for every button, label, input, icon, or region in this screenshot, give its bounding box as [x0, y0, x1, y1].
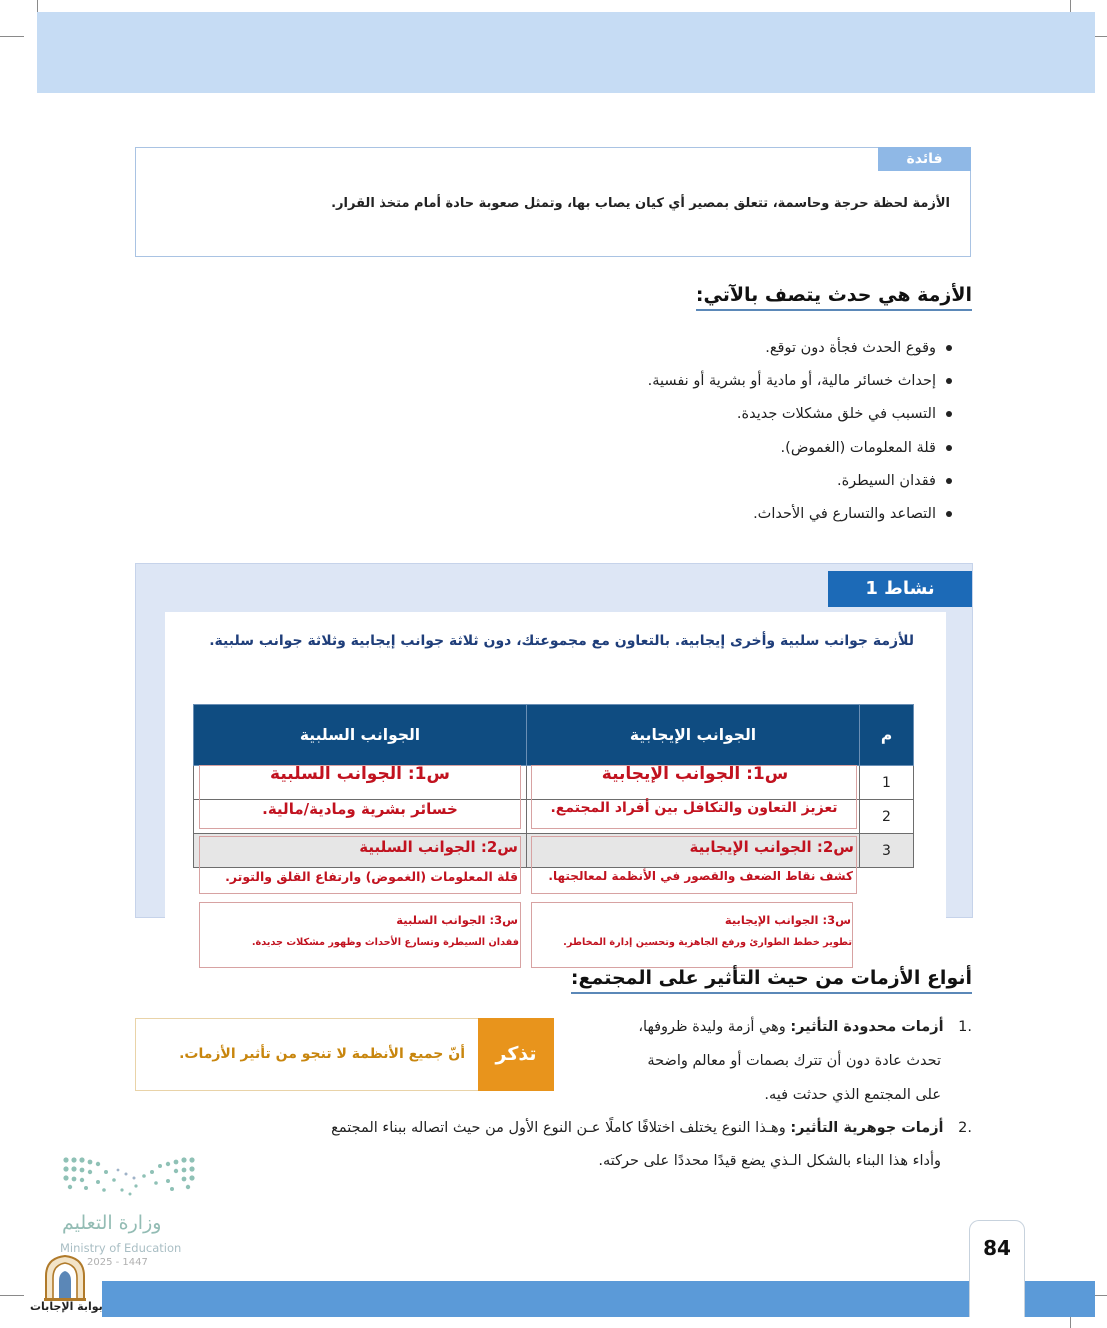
portal-label: بوابة الإجابات — [30, 1300, 103, 1313]
edition-year: 2025 - 1447 — [87, 1257, 148, 1268]
fact-label: فائدة — [878, 147, 971, 171]
answer-q3-negative-label: س3: الجوانب السلبية — [396, 913, 518, 927]
type1-title: أزمات محدودة التأثير: — [790, 1019, 944, 1035]
answer-q3-negative: فقدان السيطرة وتسارع الأحداث وظهور مشكلات جديدة. — [251, 937, 519, 948]
remember-box — [135, 1018, 554, 1091]
type2-title: أزمات جوهرية التأثير: — [790, 1120, 944, 1136]
bullet-icon — [946, 511, 952, 517]
ministry-name-english: Ministry of Education — [60, 1241, 182, 1255]
remember-text: أنّ جميع الأنظمة لا تنجو من تأثير الأزمات. — [179, 1046, 465, 1062]
activity-instruction: للأزمة جوانب سلبية وأخرى إيجابية. بالتعاون مع مجموعتك، دون ثلاثة جوانب إيجابية وثلاثة جوانب سلبية. — [209, 633, 914, 649]
bullet-icon — [946, 478, 952, 484]
type1-line1 — [638, 1019, 972, 1035]
fact-box — [135, 147, 971, 257]
row-number: 3 — [860, 834, 914, 868]
row-number: 2 — [860, 800, 914, 834]
list-item: التصاعد والتسارع في الأحداث. — [648, 502, 952, 535]
portal-logo-icon — [42, 1254, 88, 1302]
list-item: التسبب في خلق مشكلات جديدة. — [648, 402, 952, 435]
list-item: وقوع الحدث فجأة دون توقع. — [648, 336, 952, 369]
answer-q2-positive: كشف نقاط الضعف والقصور في الأنظمة لمعالجتها. — [548, 869, 853, 883]
crop-mark — [0, 36, 24, 37]
crisis-heading: الأزمة هي حدث يتصف بالآتي: — [696, 284, 972, 311]
bullet-icon — [946, 378, 952, 384]
list-item: قلة المعلومات (الغموض). — [648, 436, 952, 469]
page-number: 84 — [983, 1236, 1011, 1260]
remember-label: تذكر — [478, 1018, 554, 1091]
bullet-icon — [946, 411, 952, 417]
col-header-num: م — [860, 705, 914, 766]
answer-q1-positive-label: س1: الجوانب الإيجابية — [601, 764, 789, 784]
bullet-icon — [946, 445, 952, 451]
type1-line3: على المجتمع الذي حدثت فيه. — [764, 1087, 941, 1103]
bullet-icon — [946, 345, 952, 351]
answer-q3-positive: تطوير خطط الطوارئ ورفع الجاهزية وتحسين إدارة المخاطر. — [563, 937, 852, 948]
col-header-positive: الجوانب الإيجابية — [527, 705, 860, 766]
activity-label: نشاط 1 — [828, 571, 972, 607]
type2-line1 — [331, 1120, 972, 1136]
top-color-band — [37, 12, 1095, 93]
answer-box-positive-3 — [531, 902, 853, 968]
crisis-characteristics-list — [648, 336, 952, 535]
list-item: فقدان السيطرة. — [648, 469, 952, 502]
list-item: إحداث خسائر مالية، أو مادية أو بشرية أو نفسية. — [648, 369, 952, 402]
page-number-tab — [969, 1220, 1025, 1317]
types-heading: أنواع الأزمات من حيث التأثير على المجتمع: — [571, 967, 972, 994]
answer-q1-negative: خسائر بشرية ومادية/مالية. — [262, 800, 458, 818]
type2-text: وهـذا النوع يختلف اختلافًا كاملًا عـن النوع الأول من حيث اتصاله ببناء المجتمع — [331, 1120, 786, 1136]
col-header-negative: الجوانب السلبية — [194, 705, 527, 766]
type2-number: .2 — [958, 1120, 972, 1136]
answer-box-negative-3 — [199, 902, 521, 968]
answer-q2-positive-label: س2: الجوانب الإيجابية — [689, 838, 854, 856]
bottom-color-band — [37, 1281, 1095, 1317]
crop-mark — [0, 1295, 24, 1296]
type2-line2: وأداء هذا البناء بالشكل الـذي يضع قيدًا محددًا على حركته. — [598, 1153, 941, 1169]
answer-q1-positive: تعزيز التعاون والتكافل بين أفراد المجتمع. — [550, 800, 838, 816]
fact-text: الأزمة لحظة حرجة وحاسمة، تتعلق بمصير أي كيان يصاب بها، وتمثل صعوبة حادة أمام متخذ القرار. — [331, 196, 950, 211]
type1-number: .1 — [958, 1019, 972, 1035]
ministry-name-arabic: وزارة التعليم — [62, 1212, 162, 1234]
type1-text: وهي أزمة وليدة ظروفها، — [638, 1019, 786, 1035]
answer-q1-negative-label: س1: الجوانب السلبية — [270, 764, 450, 784]
answer-q2-negative-label: س2: الجوانب السلبية — [359, 838, 518, 856]
answer-q3-positive-label: س3: الجوانب الإيجابية — [724, 913, 851, 927]
type1-line2: تحدث عادة دون أن تترك بصمات أو معالم واضحة — [647, 1053, 941, 1069]
row-number: 1 — [860, 766, 914, 800]
answer-q2-negative: قلة المعلومات (الغموض) وارتفاع القلق والتوتر. — [225, 869, 518, 884]
